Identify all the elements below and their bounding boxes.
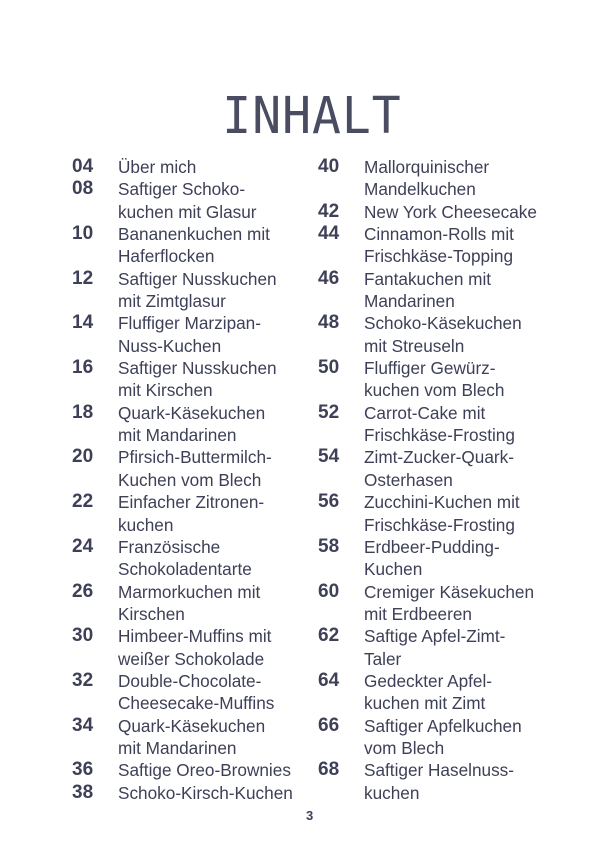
toc-page-number: 20 [72,446,94,468]
toc-page-number: 52 [318,401,340,423]
toc-entry-title: Marmorkuchen mit Kirschen [118,581,261,624]
toc-entry-title: Double-Chocolate- Cheesecake-Muffins [118,670,275,714]
toc-entry-title: Zimt-Zucker-Quark- Osterhasen [364,447,514,490]
toc-entry-title: Saftiger Haselnuss- kuchen [364,760,514,803]
toc-entry [72,446,312,491]
toc-page-number: 14 [72,312,94,334]
toc-page-number: 56 [318,491,340,513]
toc-page-number: 54 [318,446,340,468]
toc-entry [318,715,578,760]
toc-entry-title: Saftiger Apfelkuchen vom Blech [364,715,522,758]
toc-entry-title: Einfacher Zitronen- kuchen [118,492,265,535]
toc-entry-title: Saftige Apfel-Zimt- Taler [364,626,506,669]
toc-entry-title: Schoko-Kirsch-Kuchen [118,782,293,803]
toc-page-number: 08 [72,178,94,200]
toc-entry [318,536,578,581]
toc-entry [318,446,578,491]
toc-entry-title: Fluffiger Marzipan- Nuss-Kuchen [118,313,261,356]
toc-entry [318,625,578,670]
toc-page-number: 30 [72,625,94,647]
toc-page-number: 42 [318,200,340,222]
toc-page-number: 40 [318,156,340,177]
toc-entry-title: Erdbeer-Pudding- Kuchen [364,536,500,580]
toc-entry [72,268,312,313]
page-title: INHALT [222,86,402,146]
toc-entry-title: Französische Schokoladentarte [118,536,252,580]
toc-entry-title: Fluffiger Gewürz- kuchen vom Blech [364,358,505,401]
toc-entry [318,759,578,804]
toc-left-column [72,156,312,804]
toc-entry-title: Cinnamon-Rolls mit Frischkäse-Topping [364,224,514,267]
toc-entry [72,357,312,402]
toc-page-number: 64 [318,669,340,691]
toc-entry-title: Saftiger Nusskuchen mit Zimtglasur [118,268,277,312]
toc-entry [318,156,578,201]
toc-entry-title: Quark-Käsekuchen mit Mandarinen [118,715,266,758]
toc-page-number: 62 [318,625,340,647]
toc-entry [318,201,578,223]
toc-entry [72,759,312,781]
toc-page-number: 18 [72,401,94,423]
toc-entry [72,625,312,670]
toc-entry-title: Quark-Käsekuchen mit Mandarinen [118,402,266,446]
toc-entry [318,402,578,447]
toc-page-number: 60 [318,580,340,602]
toc-entry-title: Pfirsich-Buttermilch- Kuchen vom Blech [118,447,272,490]
toc-entry-title: Schoko-Käsekuchen mit Streuseln [364,313,522,356]
toc-entry [72,491,312,536]
toc-page-number: 68 [318,759,340,781]
toc-entry-title: Fantakuchen mit Mandarinen [364,268,492,312]
toc-entry [318,223,578,268]
toc-entry [318,312,578,357]
page-number: 3 [306,808,314,823]
toc-entry [72,715,312,760]
toc-right-column [318,156,578,804]
toc-entry [318,581,578,626]
toc-page-number: 04 [72,156,94,177]
toc-entry [318,357,578,402]
toc-page-number: 16 [72,357,94,379]
toc-page-number: 44 [318,223,340,245]
toc-entry-title: Über mich [118,157,197,177]
toc-page-number: 66 [318,714,340,736]
toc-entry-title: Bananenkuchen mit Haferflocken [118,224,270,267]
toc-entry-title: Zucchini-Kuchen mit Frischkäse-Frosting [364,492,520,535]
toc-page-number: 24 [72,535,94,557]
toc-entry-title: Carrot-Cake mit Frischkäse-Frosting [364,402,515,446]
toc-page-number: 32 [72,669,94,691]
toc-entry [72,178,312,223]
toc-entry [72,536,312,581]
toc-entry [318,491,578,536]
toc-page-number: 48 [318,312,340,334]
toc-page-number: 36 [72,759,94,781]
toc-page-number: 50 [318,357,340,379]
toc-entry-title: Cremiger Käsekuchen mit Erdbeeren [364,581,535,624]
toc-entry [72,402,312,447]
toc-entry-title: Saftiger Nusskuchen mit Kirschen [118,358,277,401]
toc-entry-title: Saftige Oreo-Brownies [118,760,291,781]
toc-page-number: 58 [318,535,340,557]
toc-entry-title: New York Cheesecake [364,201,537,222]
toc-entry [72,782,312,804]
toc-entry-title: Himbeer-Muffins mit weißer Schokolade [118,626,272,669]
toc-page-number: 22 [72,491,94,513]
toc-page-number: 46 [318,267,340,289]
toc-entry-title: Mallorquinischer Mandelkuchen [364,157,490,200]
toc-page-number: 38 [72,781,94,803]
toc-entry [318,670,578,715]
toc-entry [72,156,312,178]
toc-entry-title: Gedeckter Apfel- kuchen mit Zimt [364,670,493,714]
toc-entry [72,223,312,268]
toc-entry [72,670,312,715]
toc-page-number: 34 [72,714,94,736]
toc-entry [318,268,578,313]
toc-entry [72,581,312,626]
toc-entry [72,312,312,357]
toc-page-number: 26 [72,580,94,602]
toc-entry-title: Saftiger Schoko- kuchen mit Glasur [118,179,257,222]
toc-page-number: 10 [72,223,94,245]
toc-page-number: 12 [72,267,94,289]
